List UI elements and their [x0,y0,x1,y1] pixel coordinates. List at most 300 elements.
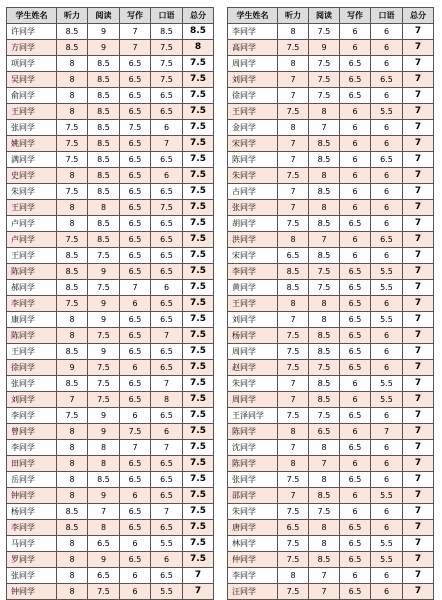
cell-total: 7 [403,520,434,536]
cell-total: 7 [403,56,434,72]
cell-speaking: 6 [371,168,403,184]
cell-speaking: 6.5 [151,232,183,248]
cell-name: 胡同学 [228,216,278,232]
cell-total: 7 [403,392,434,408]
cell-listening: 7 [278,72,309,88]
cell-reading: 7.5 [88,376,120,392]
cell-listening: 7 [278,184,309,200]
cell-total: 7.5 [183,312,214,328]
cell-reading: 8.5 [309,184,340,200]
cell-reading: 8 [88,520,120,536]
cell-writing: 6 [340,392,371,408]
cell-total: 7 [403,504,434,520]
header-reading: 阅读 [88,8,120,24]
cell-listening: 8.5 [278,280,309,296]
cell-reading: 8 [309,104,340,120]
table-row [228,344,434,360]
cell-writing: 6 [340,40,371,56]
table-row [7,360,214,376]
cell-speaking: 6.5 [151,568,183,584]
cell-reading: 7.5 [309,264,340,280]
header-reading: 阅读 [309,8,340,24]
cell-speaking: 7 [151,376,183,392]
header-total: 总分 [403,8,434,24]
cell-reading: 7.5 [309,72,340,88]
cell-listening: 8 [278,232,309,248]
table-row [7,56,214,72]
cell-speaking: 7 [371,424,403,440]
cell-listening: 7.5 [57,120,88,136]
header-listening: 听力 [278,8,309,24]
cell-name: 沈同学 [228,440,278,456]
cell-total: 7 [403,584,434,600]
table-row [7,504,214,520]
cell-speaking: 5.5 [371,264,403,280]
cell-speaking: 5.5 [371,312,403,328]
cell-total: 7.5 [183,216,214,232]
cell-reading: 7 [309,584,340,600]
cell-name: 满同学 [7,152,57,168]
cell-total: 7 [403,440,434,456]
cell-total: 7.5 [183,360,214,376]
cell-writing: 6.5 [120,456,151,472]
cell-name: 宋同学 [228,248,278,264]
cell-writing: 6.5 [120,504,151,520]
cell-reading: 8.5 [309,216,340,232]
cell-name: 朱同学 [7,184,57,200]
cell-name: 杨同学 [7,504,57,520]
cell-listening: 7.5 [278,216,309,232]
cell-reading: 6.5 [88,536,120,552]
cell-total: 7.5 [183,232,214,248]
table-row [228,376,434,392]
cell-writing: 6 [120,360,151,376]
cell-reading: 7 [309,232,340,248]
cell-reading: 9 [88,264,120,280]
cell-reading: 7.5 [88,280,120,296]
cell-writing: 6.5 [340,520,371,536]
cell-speaking: 6.5 [151,104,183,120]
cell-writing: 6.5 [340,280,371,296]
table-row [7,152,214,168]
cell-total: 8.5 [183,24,214,40]
cell-writing: 6.5 [340,88,371,104]
table-row [7,472,214,488]
cell-speaking: 6.5 [151,264,183,280]
cell-speaking: 6.5 [151,408,183,424]
cell-reading: 8.5 [309,328,340,344]
cell-name: 朱同学 [228,504,278,520]
table-row [7,424,214,440]
table-row [228,520,434,536]
table-row [228,264,434,280]
cell-writing: 6.5 [120,328,151,344]
table-row [7,264,214,280]
cell-reading: 9 [88,488,120,504]
cell-reading: 8.5 [88,120,120,136]
table-row [228,168,434,184]
cell-total: 7 [403,360,434,376]
cell-reading: 8 [309,472,340,488]
cell-listening: 7 [278,88,309,104]
table-row [7,584,214,600]
cell-speaking: 5.5 [371,280,403,296]
cell-writing: 6.5 [120,248,151,264]
cell-speaking: 6 [371,24,403,40]
cell-name: 罗同学 [7,552,57,568]
table-row [7,184,214,200]
cell-listening: 7.5 [57,152,88,168]
cell-reading: 8.5 [88,104,120,120]
cell-speaking: 6 [371,504,403,520]
cell-listening: 8 [57,440,88,456]
cell-speaking: 6.5 [151,488,183,504]
cell-total: 7 [403,232,434,248]
cell-writing: 6 [120,568,151,584]
cell-total: 7 [403,488,434,504]
cell-total: 7 [403,328,434,344]
cell-listening: 8.5 [57,248,88,264]
cell-listening: 8.5 [57,504,88,520]
table-row [228,200,434,216]
cell-reading: 8.5 [88,56,120,72]
cell-listening: 7 [278,488,309,504]
cell-reading: 7.5 [88,248,120,264]
cell-name: 李同学 [228,264,278,280]
table-row [7,216,214,232]
cell-speaking: 6 [371,360,403,376]
cell-speaking: 5.5 [371,536,403,552]
cell-speaking: 6.5 [151,216,183,232]
header-total: 总分 [183,8,214,24]
table-row [7,248,214,264]
cell-writing: 6 [340,200,371,216]
cell-reading: 7.5 [88,392,120,408]
cell-writing: 6 [120,536,151,552]
cell-listening: 7.5 [57,184,88,200]
cell-total: 7 [403,552,434,568]
cell-total: 7 [183,568,214,584]
cell-listening: 8 [57,568,88,584]
cell-reading: 8.5 [88,168,120,184]
cell-name: 卢同学 [7,216,57,232]
cell-reading: 8.5 [88,472,120,488]
cell-listening: 8 [57,168,88,184]
cell-writing: 6 [340,456,371,472]
table-row [7,120,214,136]
cell-total: 7 [403,104,434,120]
cell-speaking: 5.5 [371,488,403,504]
cell-listening: 8 [278,120,309,136]
cell-name: 俞同学 [7,88,57,104]
cell-reading: 7.5 [309,56,340,72]
table-row [228,184,434,200]
cell-listening: 7.5 [278,536,309,552]
header-row [7,8,214,24]
cell-total: 7 [183,584,214,600]
cell-listening: 8 [57,424,88,440]
cell-name: 钟同学 [7,584,57,600]
cell-speaking: 6.5 [371,232,403,248]
table-row [7,536,214,552]
cell-name: 赵同学 [228,360,278,376]
cell-speaking: 6.5 [151,152,183,168]
cell-speaking: 6.5 [151,344,183,360]
cell-total: 7.5 [183,520,214,536]
cell-name: 杨同学 [228,328,278,344]
cell-speaking: 6.5 [151,248,183,264]
cell-name: 王同学 [7,104,57,120]
cell-writing: 6.5 [340,536,371,552]
cell-total: 7.5 [183,424,214,440]
header-speaking: 口语 [151,8,183,24]
cell-listening: 8 [57,328,88,344]
header-name: 学生姓名 [7,8,57,24]
cell-reading: 9 [88,24,120,40]
cell-writing: 6.5 [120,88,151,104]
cell-total: 7 [403,200,434,216]
cell-total: 7.5 [183,456,214,472]
cell-listening: 7.5 [278,328,309,344]
cell-reading: 8.5 [309,248,340,264]
cell-speaking: 6.5 [151,472,183,488]
table-row [7,136,214,152]
cell-total: 7 [403,472,434,488]
cell-name: 朱同学 [228,376,278,392]
cell-reading: 7.5 [309,280,340,296]
cell-listening: 7 [278,312,309,328]
cell-writing: 7.5 [120,424,151,440]
cell-speaking: 6 [371,584,403,600]
cell-speaking: 8 [151,392,183,408]
cell-listening: 8 [57,104,88,120]
cell-total: 7.5 [183,168,214,184]
cell-listening: 7.5 [278,40,309,56]
cell-listening: 7.5 [278,552,309,568]
cell-listening: 8 [57,72,88,88]
header-listening: 听力 [57,8,88,24]
table-row [228,440,434,456]
cell-name: 陈同学 [7,328,57,344]
cell-reading: 9 [88,296,120,312]
cell-listening: 8 [57,488,88,504]
table-row [228,216,434,232]
table-row [7,88,214,104]
cell-name: 李同学 [7,440,57,456]
cell-writing: 6 [340,104,371,120]
cell-name: 卢同学 [7,232,57,248]
cell-speaking: 6 [371,248,403,264]
cell-writing: 6.5 [340,360,371,376]
table-row [228,456,434,472]
cell-reading: 8.5 [309,488,340,504]
cell-writing: 7 [120,40,151,56]
cell-name: 岳同学 [7,472,57,488]
table-row [7,408,214,424]
cell-reading: 8 [88,440,120,456]
cell-name: 项同学 [7,56,57,72]
cell-listening: 8 [57,200,88,216]
cell-reading: 6.5 [88,568,120,584]
cell-reading: 7.5 [309,88,340,104]
cell-writing: 7 [120,24,151,40]
cell-writing: 6 [340,376,371,392]
table-row [7,200,214,216]
cell-writing: 6 [340,504,371,520]
cell-writing: 6.5 [340,264,371,280]
cell-speaking: 6 [371,520,403,536]
cell-reading: 8 [309,200,340,216]
cell-listening: 7.5 [57,296,88,312]
cell-reading: 7 [309,120,340,136]
cell-reading: 8.5 [309,376,340,392]
cell-total: 7.5 [183,392,214,408]
cell-speaking: 6 [371,40,403,56]
cell-writing: 6.5 [120,232,151,248]
cell-total: 7 [403,24,434,40]
cell-writing: 6.5 [120,56,151,72]
cell-speaking: 6 [151,280,183,296]
cell-writing: 6 [340,24,371,40]
cell-reading: 7.5 [309,360,340,376]
cell-name: 张同学 [228,200,278,216]
header-writing: 写作 [120,8,151,24]
cell-speaking: 5.5 [151,584,183,600]
cell-speaking: 6 [371,136,403,152]
cell-total: 7.5 [183,200,214,216]
cell-listening: 8.5 [57,264,88,280]
cell-listening: 8 [57,536,88,552]
cell-writing: 6.5 [340,472,371,488]
cell-speaking: 6 [151,552,183,568]
cell-total: 7.5 [183,56,214,72]
table-row [228,488,434,504]
cell-reading: 9 [309,40,340,56]
cell-speaking: 6 [371,200,403,216]
cell-total: 7 [403,136,434,152]
cell-reading: 9 [88,552,120,568]
cell-name: 史同学 [7,168,57,184]
cell-total: 7.5 [183,72,214,88]
cell-writing: 6.5 [340,344,371,360]
cell-total: 8 [183,40,214,56]
cell-name: 王同学 [7,344,57,360]
cell-reading: 6.5 [309,424,340,440]
cell-writing: 6.5 [120,344,151,360]
cell-total: 7 [403,296,434,312]
cell-total: 7.5 [183,184,214,200]
cell-speaking: 6.5 [371,72,403,88]
cell-speaking: 6 [151,424,183,440]
cell-total: 7 [403,248,434,264]
cell-name: 王同学 [7,248,57,264]
cell-total: 7 [403,120,434,136]
cell-total: 7.5 [183,104,214,120]
cell-name: 田同学 [7,456,57,472]
cell-reading: 8.5 [88,72,120,88]
cell-listening: 7.5 [278,344,309,360]
cell-listening: 7.5 [278,104,309,120]
cell-speaking: 6 [371,328,403,344]
cell-reading: 8.5 [88,216,120,232]
table-row [7,280,214,296]
cell-total: 7.5 [183,376,214,392]
cell-total: 7 [403,40,434,56]
cell-speaking: 7 [151,136,183,152]
cell-total: 7 [403,424,434,440]
cell-name: 周同学 [228,56,278,72]
cell-reading: 8.5 [88,152,120,168]
cell-total: 7.5 [183,504,214,520]
cell-speaking: 5.5 [151,536,183,552]
cell-writing: 6.5 [120,312,151,328]
cell-reading: 8 [309,440,340,456]
cell-listening: 8 [278,24,309,40]
table-row [228,56,434,72]
cell-listening: 6.5 [278,520,309,536]
table-row [228,424,434,440]
cell-reading: 7.5 [309,408,340,424]
cell-name: 朱同学 [228,168,278,184]
cell-listening: 6.5 [278,248,309,264]
cell-total: 7.5 [183,264,214,280]
cell-name: 周同学 [228,392,278,408]
cell-name: 周同学 [228,344,278,360]
cell-speaking: 6 [151,120,183,136]
cell-speaking: 6.5 [151,88,183,104]
cell-total: 7.5 [183,440,214,456]
table-row [228,472,434,488]
cell-writing: 7 [120,440,151,456]
cell-speaking: 7 [151,504,183,520]
cell-total: 7 [403,408,434,424]
cell-speaking: 6 [371,184,403,200]
cell-name: 汪同学 [228,584,278,600]
cell-speaking: 6 [371,568,403,584]
table-row [228,152,434,168]
cell-listening: 7.5 [278,408,309,424]
cell-listening: 8 [278,56,309,72]
cell-listening: 8 [57,88,88,104]
table-row [7,40,214,56]
cell-reading: 9 [88,312,120,328]
cell-name: 李同学 [228,568,278,584]
table-row [228,328,434,344]
cell-writing: 6.5 [120,392,151,408]
header-row [228,8,434,24]
cell-writing: 6 [340,568,371,584]
table-row [228,24,434,40]
cell-name: 钟同学 [7,488,57,504]
cell-speaking: 6 [371,408,403,424]
table-row [7,568,214,584]
cell-writing: 6 [340,168,371,184]
cell-listening: 7.5 [278,168,309,184]
table-row [228,104,434,120]
cell-name: 刘同学 [228,312,278,328]
cell-writing: 6 [340,184,371,200]
table-row [7,344,214,360]
cell-total: 7.5 [183,136,214,152]
table-row [228,584,434,600]
cell-listening: 7 [278,136,309,152]
cell-total: 7.5 [183,536,214,552]
header-name: 学生姓名 [228,8,278,24]
cell-writing: 6.5 [120,104,151,120]
cell-speaking: 6 [371,88,403,104]
table-row [7,552,214,568]
cell-listening: 8 [57,472,88,488]
